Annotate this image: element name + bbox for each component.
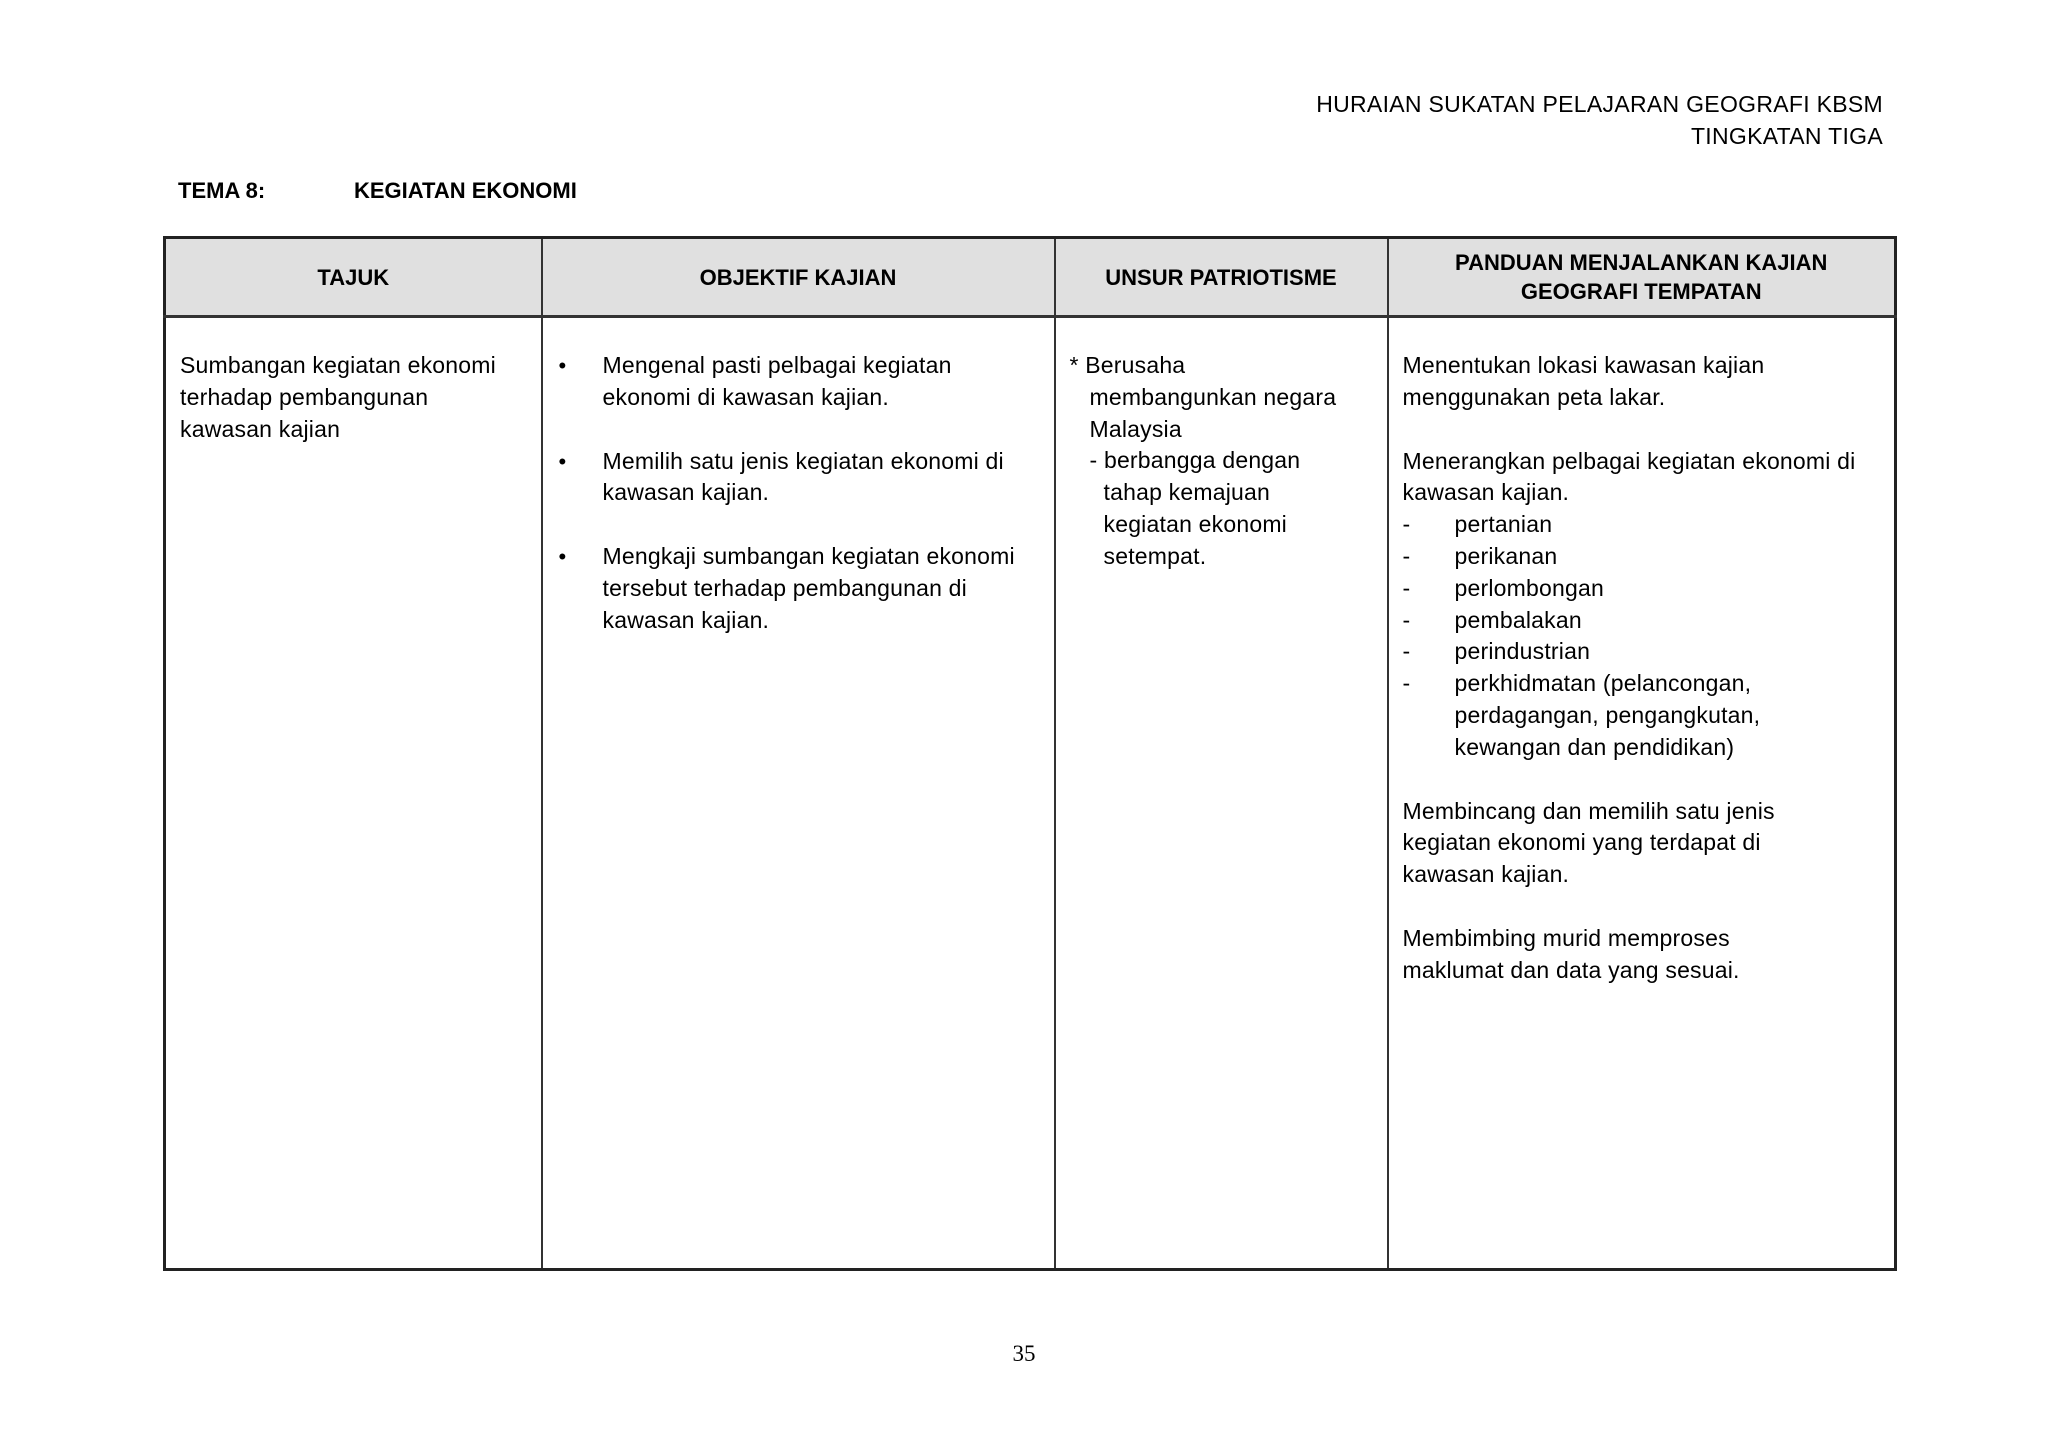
table-header-row bbox=[165, 238, 1896, 317]
patriotisme-sub-3: kegiatan ekonomi bbox=[1103, 510, 1287, 537]
dash-marker: - bbox=[1402, 638, 1411, 665]
cell-tajuk bbox=[165, 317, 542, 1270]
theme-heading bbox=[178, 178, 577, 204]
theme-code: TEMA 8: bbox=[178, 178, 266, 203]
header-title-line2: TINGKATAN TIGA bbox=[1690, 123, 1883, 149]
patriotisme-line-2: membangunkan negara bbox=[1089, 383, 1337, 410]
activity-item-2: perikanan bbox=[1454, 542, 1558, 569]
list-item bbox=[557, 446, 1040, 510]
bullet-icon: • bbox=[558, 544, 567, 570]
bullet-icon: • bbox=[558, 448, 567, 474]
panduan-para-3: Membincang dan memilih satu jenis kegiatan ekonomi yang terdapat di kawasan kajian. bbox=[1402, 797, 1775, 888]
list-item bbox=[1403, 573, 1881, 605]
objektif-item-2: Memilih satu jenis kegiatan ekonomi di kawasan kajian. bbox=[602, 447, 1004, 506]
dash-marker: - bbox=[1402, 670, 1411, 697]
activity-item-1: pertanian bbox=[1454, 511, 1553, 538]
list-item bbox=[557, 541, 1040, 636]
panduan-para-2: Menerangkan pelbagai kegiatan ekonomi di kawasan kajian. bbox=[1402, 447, 1856, 506]
dash-marker: - bbox=[1402, 542, 1411, 569]
patriotisme-sub-2: tahap kemajuan bbox=[1103, 479, 1270, 506]
list-item bbox=[1403, 668, 1881, 763]
dash-marker: - bbox=[1402, 511, 1411, 538]
document-header bbox=[1316, 88, 1883, 152]
cell-patriotisme bbox=[1055, 317, 1388, 1270]
patriotisme-line-1: * Berusaha bbox=[1069, 352, 1186, 378]
cell-panduan bbox=[1388, 317, 1896, 1270]
column-header-tajuk: TAJUK bbox=[165, 238, 542, 317]
patriotisme-sub-4: setempat. bbox=[1103, 542, 1207, 569]
list-item bbox=[1403, 605, 1881, 637]
list-item bbox=[1403, 509, 1881, 541]
header-title-line1: HURAIAN SUKATAN PELAJARAN GEOGRAFI KBSM bbox=[1316, 91, 1883, 117]
column-header-panduan: PANDUAN MENJALANKAN KAJIAN GEOGRAFI TEMPATAN bbox=[1388, 238, 1896, 317]
tajuk-text: Sumbangan kegiatan ekonomi terhadap pembangunan kawasan kajian bbox=[180, 352, 496, 442]
cell-objektif bbox=[542, 317, 1055, 1270]
bullet-icon: • bbox=[558, 353, 567, 378]
objektif-item-3: Mengkaji sumbangan kegiatan ekonomi tersebut terhadap pembangunan di kawasan kajian. bbox=[602, 543, 1015, 633]
list-item bbox=[1403, 636, 1881, 668]
dash-marker: - bbox=[1402, 606, 1411, 633]
activity-item-6: perkhidmatan (pelancongan, perdagangan, pengangkutan, kewangan dan pendidikan) bbox=[1454, 670, 1761, 760]
table-row bbox=[165, 317, 1896, 1270]
dash-marker: - bbox=[1402, 574, 1411, 601]
objektif-list bbox=[557, 350, 1040, 637]
column-header-objektif: OBJEKTIF KAJIAN bbox=[542, 238, 1055, 317]
activity-item-3: perlombongan bbox=[1454, 574, 1604, 601]
syllabus-table bbox=[163, 236, 1897, 1271]
panduan-para-4: Membimbing murid memproses maklumat dan data yang sesuai. bbox=[1402, 924, 1740, 983]
column-header-patriotisme: UNSUR PATRIOTISME bbox=[1055, 238, 1388, 317]
activity-item-5: perindustrian bbox=[1454, 638, 1591, 665]
objektif-item-1: Mengenal pasti pelbagai kegiatan ekonomi di kawasan kajian. bbox=[602, 352, 952, 410]
list-item bbox=[557, 350, 1040, 414]
activity-list bbox=[1403, 509, 1881, 763]
list-item bbox=[1403, 541, 1881, 573]
patriotisme-line-3: Malaysia bbox=[1089, 415, 1182, 442]
panduan-para-1: Menentukan lokasi kawasan kajian menggunakan peta lakar. bbox=[1402, 352, 1765, 410]
activity-item-4: pembalakan bbox=[1454, 606, 1582, 633]
patriotisme-sub-1: - berbangga dengan bbox=[1089, 447, 1301, 474]
theme-title: KEGIATAN EKONOMI bbox=[354, 178, 577, 203]
page-number: 35 bbox=[1012, 1341, 1036, 1366]
